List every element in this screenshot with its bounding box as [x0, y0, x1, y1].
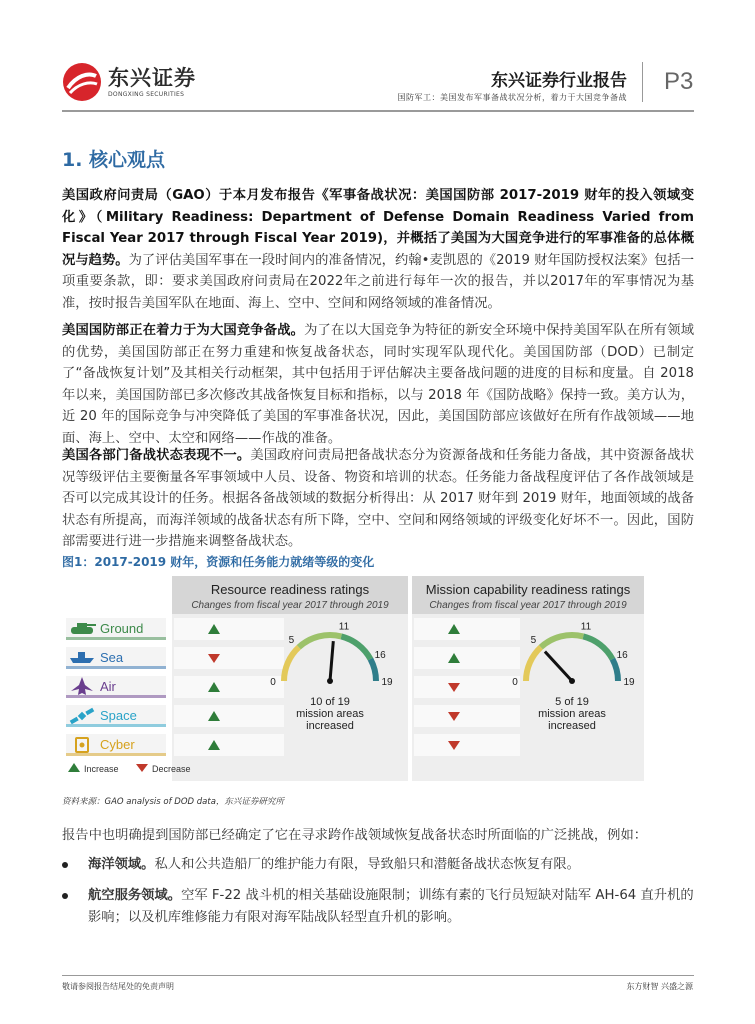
paragraph-2 [62, 320, 694, 449]
page-number: P3 [664, 68, 694, 95]
gauge-tick-label: 16 [616, 649, 628, 661]
bullet-dot [62, 862, 68, 868]
paragraph-1-body: 为了评估美国军事在一段时间内的准备情况，约翰•麦凯恩的《2019 财年国防授权法案》包括一项重要条款，即：要求美国政府问责局在2022年之前进行每年一次的报告，并以2017年的军事情况为基准，按时报告美国军队在地面、海上、空中、空间和网络领域的准备情况。 [62, 252, 694, 311]
gauge-tick-label: 19 [381, 677, 393, 688]
paragraph-4: 报告中也明确提到国防部已经确定了它在寻求跨作战领域恢复战备状态时所面临的广泛挑战，例如： [62, 828, 648, 843]
paragraph-2-body: 为了在以大国竞争为特征的新安全环境中保持美国军队在所有领域的优势，美国国防部正在努力重建和恢复战备状态，同时实现军队现代化。美国国防部（DOD）已制定了“备战恢复计划”及其相关行动框架，其中包括用于评估解决主要备战问题的进度的目标和度量。自 2018 年以来，美国国防部已多次修改其战备恢复目标和指标，以与 2018 年《国防战略》保持一致。美方认为，近 20 年的国际竞争与冲突降低了美国的军事准备状况，因此，美国国防部应该做好在所有作战领域——地面、海上、空中、太空和网络——作战的准备。 [62, 323, 695, 446]
gauge-caption-line: mission areas [538, 708, 606, 720]
figure-source: 资料来源：GAO analysis of DOD data，东兴证券研究所 [62, 797, 284, 807]
header-divider [642, 62, 643, 102]
gauge-caption-line: increased [548, 720, 596, 732]
domain-label: Air [100, 679, 116, 694]
gauge-caption-line: increased [306, 720, 354, 732]
domain-label: Space [100, 708, 137, 723]
header-rule [62, 110, 694, 112]
footer-disclaimer: 敬请参阅报告结尾处的免责声明 [62, 982, 174, 991]
gauge-tick-label: 0 [512, 677, 518, 688]
company-logo [62, 62, 196, 102]
domain-label: Sea [100, 650, 124, 665]
report-subtitle: 国防军工：美国发布军事备战状况分析，着力于大国竞争备战 [397, 93, 627, 102]
section-title: 1. 核心观点 [62, 149, 166, 171]
paragraph-1-lead: 美国政府问责局（GAO）于本月发布报告《军事备战状况：美国国防部 2017-2019 财年的投入领域变化》（Military Readiness: Department of Defense Domain Readiness Varied from Fiscal Year 2017 through Fiscal Year 2019)，并概括了美国为大国竞争进行的军事准备的总体概况与趋势。 [62, 188, 694, 268]
readiness-figure [62, 573, 674, 785]
logo-cn-text: 东兴证券 [108, 65, 196, 90]
gauge-tick-label: 5 [288, 635, 295, 647]
paragraph-3-lead: 美国各部门备战状态表现不一。 [62, 448, 251, 463]
legend-increase-label: Increase [84, 764, 119, 774]
bullet-item-air [88, 885, 694, 928]
legend-decrease-label: Decrease [152, 764, 191, 774]
bullet-2-lead: 航空服务领域。 [88, 888, 182, 903]
logo-emblem-icon [62, 62, 102, 102]
gauge-tick-label: 5 [530, 635, 537, 647]
bullet-item-sea [88, 854, 688, 876]
mission-subheading: Changes from fiscal year 2017 through 2019 [429, 600, 627, 611]
gauge-caption-line: 5 of 19 [555, 696, 589, 708]
domain-label: Ground [100, 621, 144, 636]
gauge-tick-label: 11 [580, 621, 592, 633]
footer-slogan: 东方财智 兴盛之源 [626, 982, 693, 991]
page-header [0, 0, 755, 112]
report-title: 东兴证券行业报告 [491, 71, 627, 91]
gauge-tick-label: 11 [338, 621, 350, 633]
mission-heading: Mission capability readiness ratings [425, 582, 631, 597]
gauge-caption-line: 10 of 19 [310, 696, 350, 708]
logo-en-text: DONGXING SECURITIES [108, 90, 185, 98]
resource-subheading: Changes from fiscal year 2017 through 2019 [191, 600, 389, 611]
bullet-1-body: 私人和公共造船厂的维护能力有限，导致船只和潜艇备战状态恢复有限。 [154, 857, 580, 872]
bullet-2-body: 空军 F-22 战斗机的相关基础设施限制；训练有素的飞行员短缺对陆军 AH-64 直升机的影响；以及机库维修能力有限对海军陆战队轻型直升机的影响。 [88, 888, 694, 925]
paragraph-1 [62, 185, 694, 314]
gauge-tick-label: 0 [270, 677, 276, 688]
gauge-caption-line: mission areas [296, 708, 364, 720]
gauge-tick-label: 19 [623, 677, 635, 688]
resource-heading: Resource readiness ratings [210, 582, 370, 597]
paragraph-3-body: 美国政府问责局把备战状态分为资源备战和任务能力备战，其中资源备战状况等级评估主要衡量各军事领域中人员、设备、物资和培训的状态。任务能力备战程度评估了各作战领域是否可以完成其设计的任务。根据各备战领域的数据分析得出：从 2017 财年到 2019 财年，地面领域的战备状态有所提高，而海洋领域的战备状态有所下降，空中、空间和网络领域的评级变化好坏不一。因此，国防部需要进行进一步措施来调整备战状态。 [62, 448, 695, 549]
paragraph-2-lead: 美国国防部正在着力于为大国竞争备战。 [62, 323, 305, 338]
bullet-dot [62, 893, 68, 899]
footer-rule [62, 975, 694, 976]
domain-label: Cyber [100, 737, 135, 752]
figure-title: 图1：2017-2019 财年，资源和任务能力就绪等级的变化 [62, 555, 375, 569]
paragraph-3 [62, 445, 694, 553]
gauge-tick-label: 16 [374, 649, 386, 661]
bullet-1-lead: 海洋领域。 [88, 857, 155, 872]
